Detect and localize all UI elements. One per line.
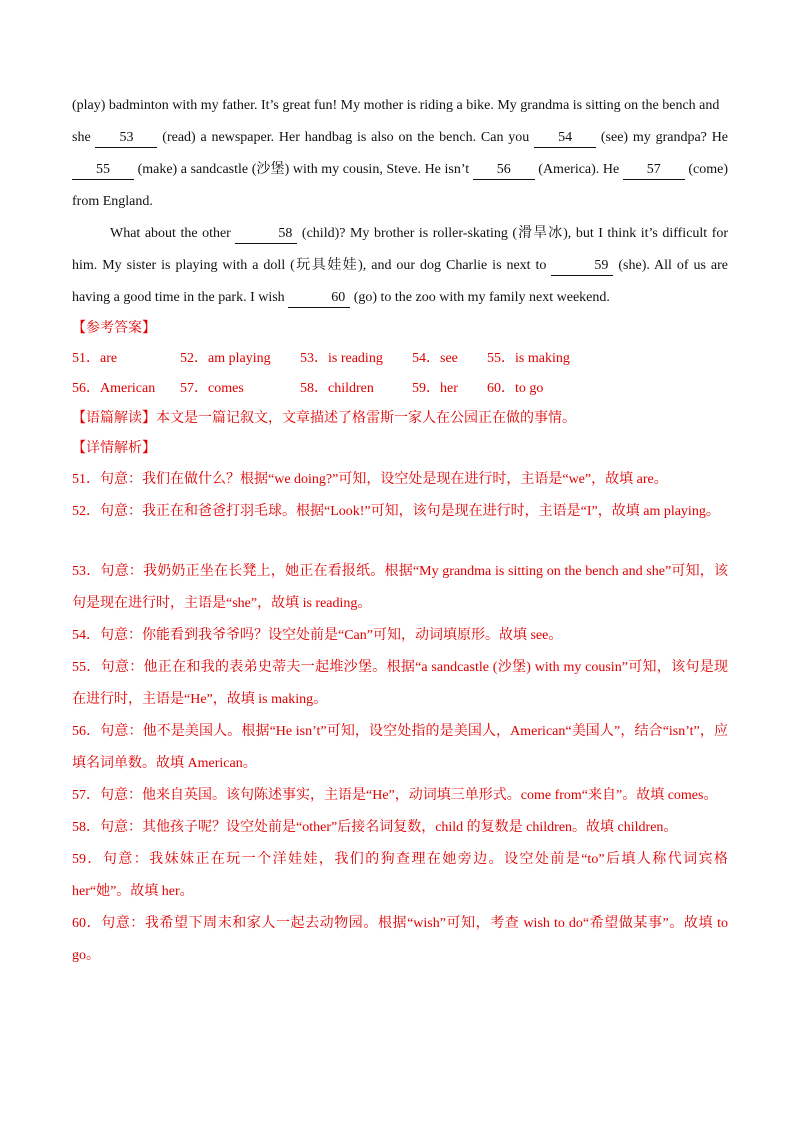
blank-59: 59 bbox=[551, 257, 613, 276]
explanation-51: 51．句意：我们在做什么？根据“we doing?”可知，设空处是现在进行时，主语是“we”，故填 are。 bbox=[72, 472, 668, 487]
blank-60: 60 bbox=[288, 289, 350, 308]
passage-line-1: (play) badminton with my father. It’s great fun! My mother is riding a bike. My grandma is sitting on the bench and bbox=[72, 98, 720, 113]
spacer bbox=[72, 528, 728, 556]
answer-58: 58．children bbox=[300, 381, 374, 396]
passage-paragraph-1 bbox=[72, 90, 728, 218]
answer-57: 57．comes bbox=[180, 381, 244, 396]
summary-heading: 【语篇解读】 bbox=[72, 411, 156, 426]
explanation-53: 53．句意：我奶奶正坐在长凳上，她正在看报纸。根据“My grandma is sitting on the bench and she”可知，该句是现在进行时，主语是“she”，故填 is reading。 bbox=[72, 564, 728, 611]
summary-text: 本文是一篇记叙文，文章描述了格雷斯一家人在公园正在做的事情。 bbox=[156, 411, 576, 426]
explanation-59: 59．句意：我妹妹正在玩一个洋娃娃，我们的狗查理在她旁边。设空处前是“to”后填人称代词宾格 her“她”。故填 her。 bbox=[72, 852, 728, 899]
explanation-57: 57．句意：他来自英国。该句陈述事实，主语是“He”，动词填三单形式。come from“来自”。故填 comes。 bbox=[72, 788, 718, 803]
answer-row-1 bbox=[72, 344, 728, 374]
passage-text: (see) my grandpa? He bbox=[600, 130, 729, 145]
summary bbox=[72, 404, 728, 434]
detail-heading: 【详情解析】 bbox=[72, 441, 156, 456]
answer-56: 56．American bbox=[72, 381, 156, 396]
blank-56: 56 bbox=[473, 161, 535, 180]
passage-text: (she). All of us are having a good time in the park. I wish bbox=[72, 258, 729, 305]
answer-59: 59．her bbox=[412, 381, 458, 396]
answer-heading: 【参考答案】 bbox=[72, 321, 156, 336]
explanation-54: 54．句意：你能看到我爷爷吗？设空处前是“Can”可知，动词填原形。故填 see。 bbox=[72, 628, 563, 643]
blank-55: 55 bbox=[72, 161, 134, 180]
document-page bbox=[72, 90, 728, 972]
blank-58: 58 bbox=[235, 225, 297, 244]
answer-53: 53．is reading bbox=[300, 351, 383, 366]
passage-text: (go) to the zoo with my family next weekend. bbox=[353, 290, 610, 305]
blank-53: 53 bbox=[95, 129, 157, 148]
answer-54: 54．see bbox=[412, 351, 458, 366]
explanation-55: 55．句意：他正在和我的表弟史蒂夫一起堆沙堡。根据“a sandcastle (沙堡) with my cousin”可知，该句是现在进行时，主语是“He”，故填 is making。 bbox=[72, 660, 728, 707]
answer-60: 60．to go bbox=[487, 381, 544, 396]
explanation-58: 58．句意：其他孩子呢？设空处前是“other”后接名词复数，child 的复数是 children。故填 children。 bbox=[72, 820, 678, 835]
answer-55: 55．is making bbox=[487, 351, 570, 366]
passage-text: (child)? My brother is roller-skating (滑旱冰), but I think it’s difficult for him. My sister is playing with a doll (玩具娃娃), and our dog Charlie is next to bbox=[72, 226, 729, 273]
explanation-60: 60．句意：我希望下周末和家人一起去动物园。根据“wish”可知，考查 wish to do“希望做某事”。故填 to go。 bbox=[72, 916, 728, 963]
passage-text: (come) bbox=[688, 162, 729, 177]
passage-text: (America). He bbox=[538, 162, 620, 177]
explanation-52: 52．句意：我正在和爸爸打羽毛球。根据“Look!”可知，该句是现在进行时，主语是“I”，故填 am playing。 bbox=[72, 504, 720, 519]
passage-text: (make) a sandcastle (沙堡) with my cousin, Steve. He isn’t bbox=[137, 162, 470, 177]
answer-52: 52．am playing bbox=[180, 351, 271, 366]
answer-51: 51．are bbox=[72, 351, 118, 366]
explanation-56: 56．句意：他不是美国人。根据“He isn’t”可知，设空处指的是美国人，American“美国人”，结合“isn’t”，应填名词单数。故填 American。 bbox=[72, 724, 728, 771]
passage-text: (read) a newspaper. Her handbag is also on the bench. Can you bbox=[162, 130, 530, 145]
blank-54: 54 bbox=[534, 129, 596, 148]
blank-57: 57 bbox=[623, 161, 685, 180]
passage-paragraph-2 bbox=[72, 218, 728, 314]
passage-text: from England. bbox=[72, 194, 153, 209]
answer-row-2 bbox=[72, 374, 728, 404]
passage-text: she bbox=[72, 130, 91, 145]
passage-text: What about the other bbox=[110, 226, 231, 241]
